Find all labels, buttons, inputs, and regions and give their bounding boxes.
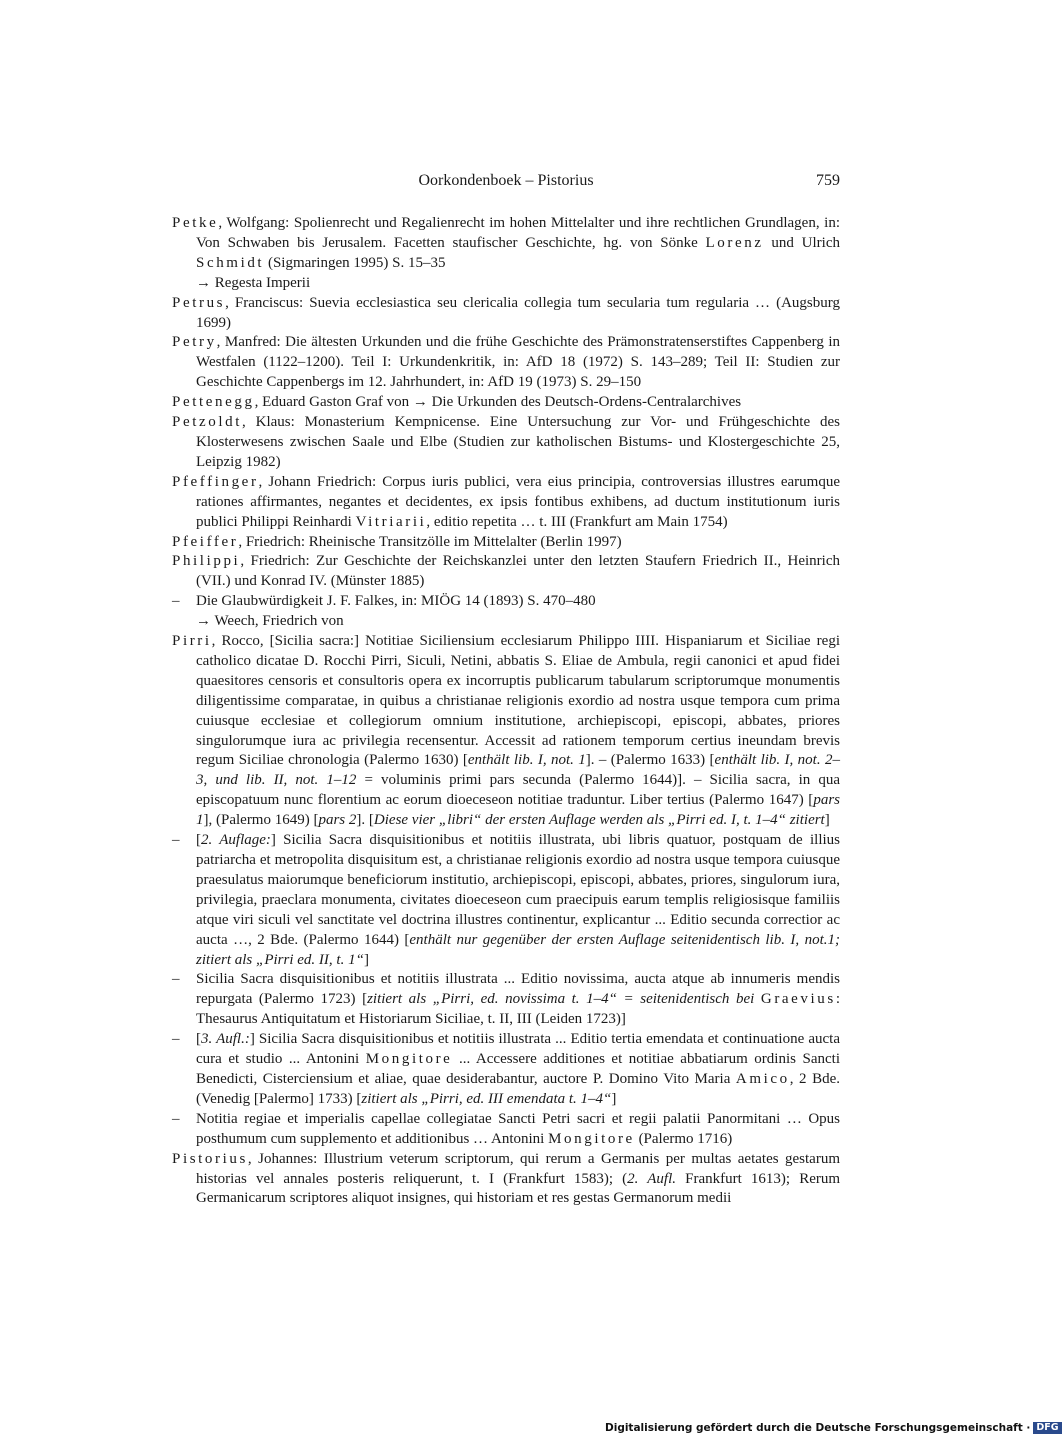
sub-entry: – [2. Auflage:] Sicilia Sacra disquisitionibus et notitiis illustrata, ubi libris quatuor, postquam de illius patriarcha et metropolita disquisitum est, a christianae religionis exordio ad nostra usque tempora cuiusque praesulatus maiorumque beneficiorum institutio, archiepiscopi, episcopi, abbates, priores, singulorum iura, privilegia, praeclara monumenta, civitates dioeceseon cum praecipuis earum templis religiosisque familiis atque viri siculi vel sanctitate vel doctrina illustres continentur, explicantur ... Editio secunda correctior ac aucta …, 2 Bde. (Palermo 1644) [enthält nur gegenüber der ersten Auflage seitenidentisch lib. I, not.1; zitiert als „Pirri ed. II, t. 1“]: [172, 832, 840, 968]
sub-entry: – [3. Aufl.:] Sicilia Sacra disquisitionibus et notitiis illustrata ... Editio tertia emendata et continuatione aucta cura et studio ... Antonini Mongitore ... Accessere additiones et notitiae abbatiarum ordinis Sancti Benedicti, Cisterciensium et aliae, quae desiderabantur, auctore P. Domino Vito Maria Amico, 2 Bde. (Venedig [Palermo] 1733) [zitiert als „Pirri, ed. III emendata t. 1–4“]: [172, 1031, 840, 1107]
running-header: [172, 172, 840, 196]
funding-text: Digitalisierung gefördert durch die Deutsche Forschungsgemeinschaft ·: [605, 1422, 1031, 1434]
bibliography-entry: Pirri, Rocco, [Sicilia sacra:] Notitiae Siciliensium ecclesiarum Philippo IIII. Hispaniarum et Siciliae regi catholico dicatae D. Rocchi Pirri, Siculi, Netini, abbatis S. Eliae de Ambula, regii canonici et apud fidei quaesitores censoris et consultoris opera ex incorruptis publicarum tabularum scriptorumque monumentis diligentissime comparatae, in quibus a christianae religionis exordio ad nostra usque tempora cum prima cuiusque ecclesiae et collegiorum omnium institutione, archiepiscopi, episcopi, abbates, priores singulorumque iura ac privilegia recensentur. Accessit ad rationem temporum certius ineundam brevis regum Siciliae chronologia (Palermo 1630) [enthält lib. I, not. 1]. – (Palermo 1633) [enthält lib. I, not. 2–3, und lib. II, not. 1–12 = voluminis primi pars secunda (Palermo 1644)]. – Sicilia sacra, in qua episcopatuum nunc florentium ac eorum dioeceseon notitiae traduntur. Liber tertius (Palermo 1647) [pars 1], (Palermo 1649) [pars 2]. [Diese vier „libri“ der ersten Auflage werden als „Pirri ed. I, t. 1–4“ zitiert]: [172, 633, 840, 829]
cross-reference: → Regesta Imperii: [196, 274, 311, 291]
sub-entry: – Sicilia Sacra disquisitionibus et notitiis illustrata ... Editio novissima, aucta atque ab innumeris mendis repurgata (Palermo 1723) [zitiert als „Pirri, ed. novissima t. 1–4“ = seitenidentisch bei Graevius: Thesaurus Antiquitatum et Historiarum Siciliae, t. II, III (Leiden 1723)]: [172, 971, 841, 1028]
sub-entry: – Die Glaubwürdigkeit J. F. Falkes, in: MIÖG 14 (1893) S. 470–480: [172, 593, 596, 610]
bibliography-list: [172, 214, 840, 1209]
dfg-logo: DFG: [1033, 1422, 1061, 1434]
bibliography-entry: Pistorius, Johannes: Illustrium veterum scriptorum, qui rerum a Germanis per multas aetates gestarum historias vel annales posteris reliquerunt, t. I (Frankfurt 1583); (2. Aufl. Frankfurt 1613); Rerum Germanicarum scriptores aliquot insignes, qui historiam et res gestas Germanorum medii: [172, 1150, 841, 1207]
bibliography-entry: Petry, Manfred: Die ältesten Urkunden und die frühe Geschichte des Prämonstratenserstiftes Cappenberg in Westfalen (1122–1200). Teil I: Urkundenkritik, in: AfD 18 (1972) S. 143–289; Teil II: Studien zur Geschichte Cappenbergs im 12. Jahrhundert, in: AfD 19 (1973) S. 29–150: [172, 334, 840, 391]
bibliography-entry: Philippi, Friedrich: Zur Geschichte der Reichskanzlei unter den letzten Staufern Friedrich II., Heinrich (VII.) und Konrad IV. (Münster 1885): [172, 553, 840, 590]
bibliography-entry: Petrus, Franciscus: Suevia ecclesiastica seu clericalia collegia tum secularia tum regularia … (Augsburg 1699): [172, 294, 840, 331]
funding-notice: [605, 1422, 1059, 1436]
bibliography-entry: Pettenegg, Eduard Gaston Graf von → Die Urkunden des Deutsch-Ordens-Centralarchives: [172, 394, 742, 411]
bibliography-entry: Petke, Wolfgang: Spolienrecht und Regalienrecht im hohen Mittelalter und ihre rechtlichen Grundlagen, in: Von Schwaben bis Jerusalem. Facetten staufischer Geschichte, hg. von Sönke Lorenz und Ulrich Schmidt (Sigmaringen 1995) S. 15–35: [172, 215, 840, 271]
sub-entry: – Notitia regiae et imperialis capellae collegiatae Sancti Petri sacri et regii palatii Panormitani … Opus posthumum cum supplemento et additionibus … Antonini Mongitore (Palermo 1716): [172, 1110, 840, 1147]
bibliography-entry: Pfeffinger, Johann Friedrich: Corpus iuris publici, vera eius principia, controversias illustres earumque rationes affirmantes, negantes et decidentes, ex ipsis fontibus exhibens, ad ductum institutionum iuris publici Philippi Reinhardi Vitriarii, editio repetita … t. III (Frankfurt am Main 1754): [172, 473, 840, 530]
header-title: Oorkondenboek – Pistorius: [418, 172, 594, 189]
cross-reference: → Weech, Friedrich von: [196, 613, 344, 630]
page-number: 759: [816, 172, 840, 189]
bibliography-entry: Pfeiffer, Friedrich: Rheinische Transitzölle im Mittelalter (Berlin 1997): [172, 533, 622, 550]
bibliography-entry: Petzoldt, Klaus: Monasterium Kempnicense. Eine Untersuchung zur Vor- und Frühgeschichte des Klosterwesens zwischen Saale und Elbe (Studien zur katholischen Bistums- und Klostergeschichte 25, Leipzig 1982): [172, 414, 840, 470]
